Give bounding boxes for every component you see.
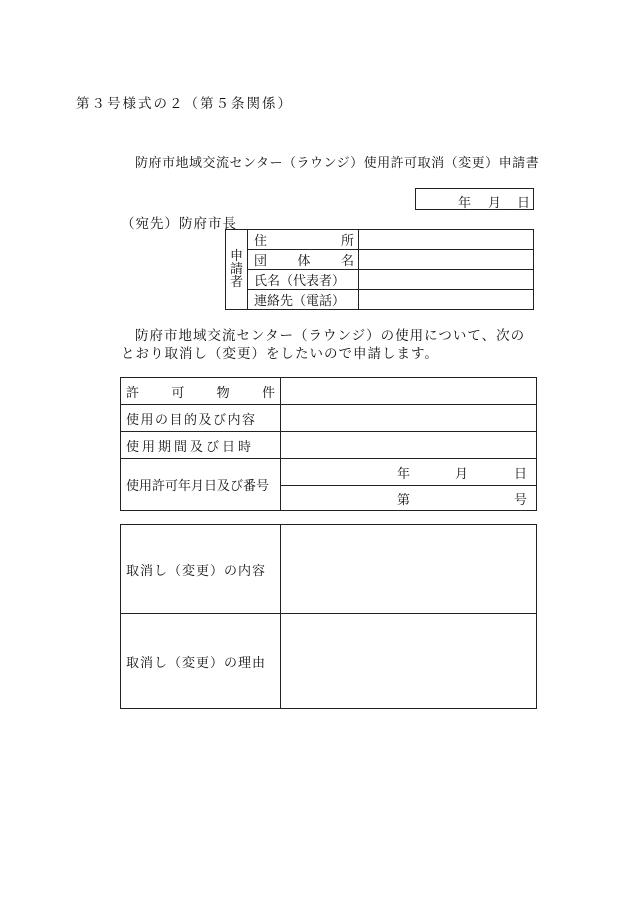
- group-name-label: [248, 250, 359, 270]
- page-title: 防府市地域交流センター（ラウンジ）使用許可取消（変更）申請書: [135, 156, 540, 171]
- applicant-row-contact: [226, 290, 534, 310]
- group-name-label-part: 名: [340, 254, 354, 269]
- change-row-reason: [121, 614, 537, 709]
- group-name-label-part: 団: [254, 254, 268, 269]
- applicant-row-address: [226, 230, 534, 250]
- contact-label: 連絡先（電話）: [248, 290, 359, 310]
- purpose-field[interactable]: [281, 405, 537, 432]
- permit-row-date-number: [121, 459, 537, 511]
- permit-property-label-part: 可: [171, 385, 185, 401]
- address-label-part: 所: [340, 234, 354, 249]
- permit-property-label: [121, 378, 281, 405]
- change-reason-label: 取消し（変更）の理由: [121, 614, 281, 709]
- purpose-label: 使用の目的及び内容: [121, 405, 281, 432]
- address-label-part: 住: [254, 234, 268, 249]
- date-month-label: 月: [488, 196, 502, 211]
- form-number: 第３号様式の２（第５条関係）: [76, 96, 293, 112]
- date-year-label: 年: [458, 196, 472, 211]
- permit-number-prefix: 第: [397, 492, 411, 508]
- change-content-field[interactable]: [281, 525, 537, 614]
- permit-row-period: [121, 432, 537, 459]
- permit-property-label-part: 件: [261, 385, 275, 401]
- permit-date-number-label: 使用許可年月日及び番号: [121, 459, 281, 511]
- permit-number-suffix: 号: [514, 492, 528, 508]
- change-row-content: [121, 525, 537, 614]
- addressee: （宛先）防府市長: [121, 216, 237, 232]
- applicant-category-char: 請: [229, 262, 243, 277]
- permit-row-property: [121, 378, 537, 405]
- permit-property-label-part: 許: [126, 385, 140, 401]
- permit-table: [120, 377, 537, 511]
- representative-label: 氏名（代表者）: [248, 270, 359, 290]
- group-name-label-part: 体: [297, 254, 311, 269]
- applicant-category-char: 者: [229, 275, 243, 290]
- applicant-row-group: [226, 250, 534, 270]
- permit-month-label: 月: [455, 467, 469, 482]
- body-text: 防府市地域交流センター（ラウンジ）の使用について、次のとおり取消し（変更）をしたいので申請します。: [121, 328, 526, 362]
- permit-property-field[interactable]: [281, 378, 537, 405]
- applicant-table: [225, 229, 534, 310]
- permit-year-label: 年: [397, 467, 411, 482]
- applicant-category: [226, 230, 248, 310]
- applicant-row-name: [226, 270, 534, 290]
- change-table: [120, 524, 537, 709]
- address-label: [248, 230, 359, 250]
- permit-day-label: 日: [514, 467, 528, 482]
- permit-property-label-part: 物: [216, 385, 230, 401]
- permit-date-number-cell: [281, 459, 537, 511]
- period-label: 使用期間及び日時: [121, 432, 281, 459]
- period-field[interactable]: [281, 432, 537, 459]
- permit-number-row[interactable]: [281, 485, 536, 511]
- change-reason-field[interactable]: [281, 614, 537, 709]
- permit-date-row[interactable]: [281, 459, 536, 486]
- applicant-category-char: 申: [229, 249, 243, 264]
- group-name-field[interactable]: [359, 250, 534, 270]
- representative-field[interactable]: [359, 270, 534, 290]
- contact-field[interactable]: [359, 290, 534, 310]
- address-field[interactable]: [359, 230, 534, 250]
- change-content-label: 取消し（変更）の内容: [121, 525, 281, 614]
- permit-row-purpose: [121, 405, 537, 432]
- date-day-label: 日: [517, 196, 531, 211]
- date-box: [415, 188, 534, 210]
